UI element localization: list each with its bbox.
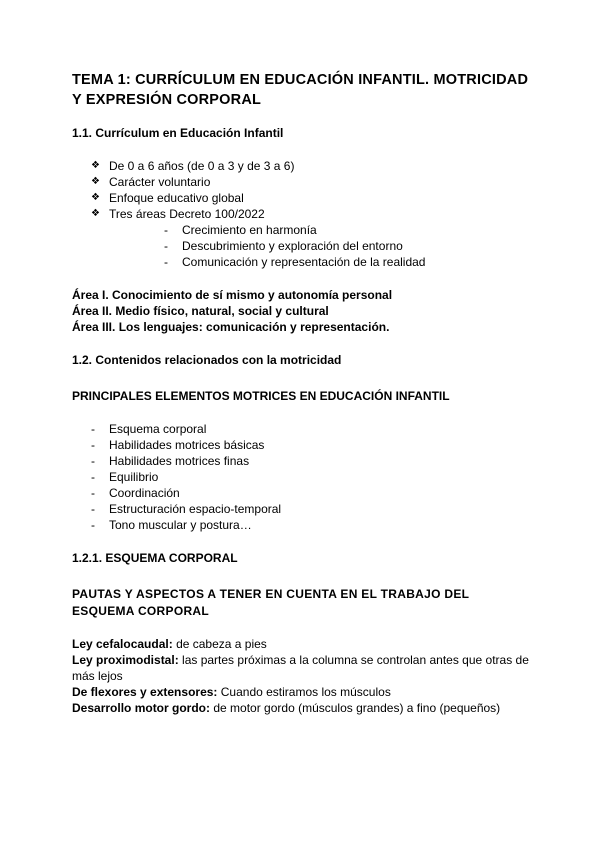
dash-bullet-icon: -	[91, 422, 95, 436]
dash-bullet-icon: -	[91, 454, 95, 468]
sub-list-item	[109, 238, 530, 254]
dash-bullet-icon: -	[91, 502, 95, 516]
elements-heading: PRINCIPALES ELEMENTOS MOTRICES EN EDUCACIÓN INFANTIL	[72, 389, 450, 403]
law-text: de cabeza a pies	[176, 637, 267, 651]
sub-list-item-text: Comunicación y representación de la realidad	[182, 255, 426, 269]
law-term: De flexores y extensores:	[72, 685, 218, 699]
curriculum-bullet-list	[72, 158, 530, 270]
list-item-text: Tono muscular y postura…	[109, 518, 252, 532]
sub-list-item	[109, 222, 530, 238]
document-content	[72, 70, 530, 716]
law-term: Ley cefalocaudal:	[72, 637, 173, 651]
motor-elements-list	[72, 421, 530, 533]
list-item-text: Enfoque educativo global	[109, 191, 244, 205]
diamond-bullet-icon: ❖	[91, 192, 100, 203]
dash-bullet-icon: -	[91, 518, 95, 532]
list-item	[72, 421, 530, 437]
dash-bullet-icon: -	[164, 239, 168, 253]
diamond-bullet-icon: ❖	[91, 208, 100, 219]
dash-bullet-icon: -	[91, 438, 95, 452]
law-text: Cuando estiramos los músculos	[220, 685, 391, 699]
diamond-bullet-icon: ❖	[91, 160, 100, 171]
list-item	[72, 501, 530, 517]
section-1-1-heading: 1.1. Currículum en Educación Infantil	[72, 126, 284, 140]
list-item-text: Coordinación	[109, 486, 180, 500]
dash-bullet-icon: -	[164, 255, 168, 269]
dash-bullet-icon: -	[164, 223, 168, 237]
list-item-text: De 0 a 6 años (de 0 a 3 y de 3 a 6)	[109, 159, 295, 173]
dash-bullet-icon: -	[91, 470, 95, 484]
section-1-2-heading: 1.2. Contenidos relacionados con la motricidad	[72, 353, 342, 367]
list-item	[72, 485, 530, 501]
list-item-text: Habilidades motrices básicas	[109, 438, 265, 452]
list-item	[72, 453, 530, 469]
dash-bullet-icon: -	[91, 486, 95, 500]
area-2: Área II. Medio físico, natural, social y cultural	[72, 304, 329, 318]
law-text: las partes próximas a la columna se controlan antes que otras de más lejos	[72, 653, 529, 683]
area-1: Área I. Conocimiento de sí mismo y autonomía personal	[72, 288, 393, 302]
law-item	[72, 684, 530, 700]
list-item	[72, 469, 530, 485]
diamond-bullet-icon: ❖	[91, 176, 100, 187]
areas-block	[72, 287, 530, 335]
list-item	[72, 190, 530, 206]
law-term: Ley proximodistal:	[72, 653, 179, 667]
areas-sub-list	[109, 222, 530, 270]
area-3: Área III. Los lenguajes: comunicación y representación.	[72, 320, 390, 334]
document-title: TEMA 1: CURRÍCULUM EN EDUCACIÓN INFANTIL. MOTRICIDAD Y EXPRESIÓN CORPORAL	[72, 72, 529, 108]
sub-list-item	[109, 254, 530, 270]
list-item-text: Equilibrio	[109, 470, 159, 484]
law-text: de motor gordo (músculos grandes) a fino (pequeños)	[213, 701, 501, 715]
list-item-text: Habilidades motrices finas	[109, 454, 250, 468]
list-item	[72, 517, 530, 533]
list-item-text: Esquema corporal	[109, 422, 207, 436]
list-item	[72, 206, 530, 270]
sub-list-item-text: Crecimiento en harmonía	[182, 223, 317, 237]
law-item	[72, 700, 530, 716]
list-item-text: Carácter voluntario	[109, 175, 211, 189]
list-item-text: Estructuración espacio-temporal	[109, 502, 282, 516]
sub-list-item-text: Descubrimiento y exploración del entorno	[182, 239, 403, 253]
section-1-2-1-heading: 1.2.1. ESQUEMA CORPORAL	[72, 551, 238, 565]
laws-definitions	[72, 636, 530, 716]
law-item	[72, 652, 530, 684]
pautas-heading: PAUTAS Y ASPECTOS A TENER EN CUENTA EN EL TRABAJO DEL ESQUEMA CORPORAL	[72, 587, 470, 618]
list-item	[72, 158, 530, 174]
law-term: Desarrollo motor gordo:	[72, 701, 211, 715]
list-item	[72, 174, 530, 190]
list-item-text: Tres áreas Decreto 100/2022	[109, 207, 265, 221]
list-item	[72, 437, 530, 453]
law-item	[72, 636, 530, 652]
